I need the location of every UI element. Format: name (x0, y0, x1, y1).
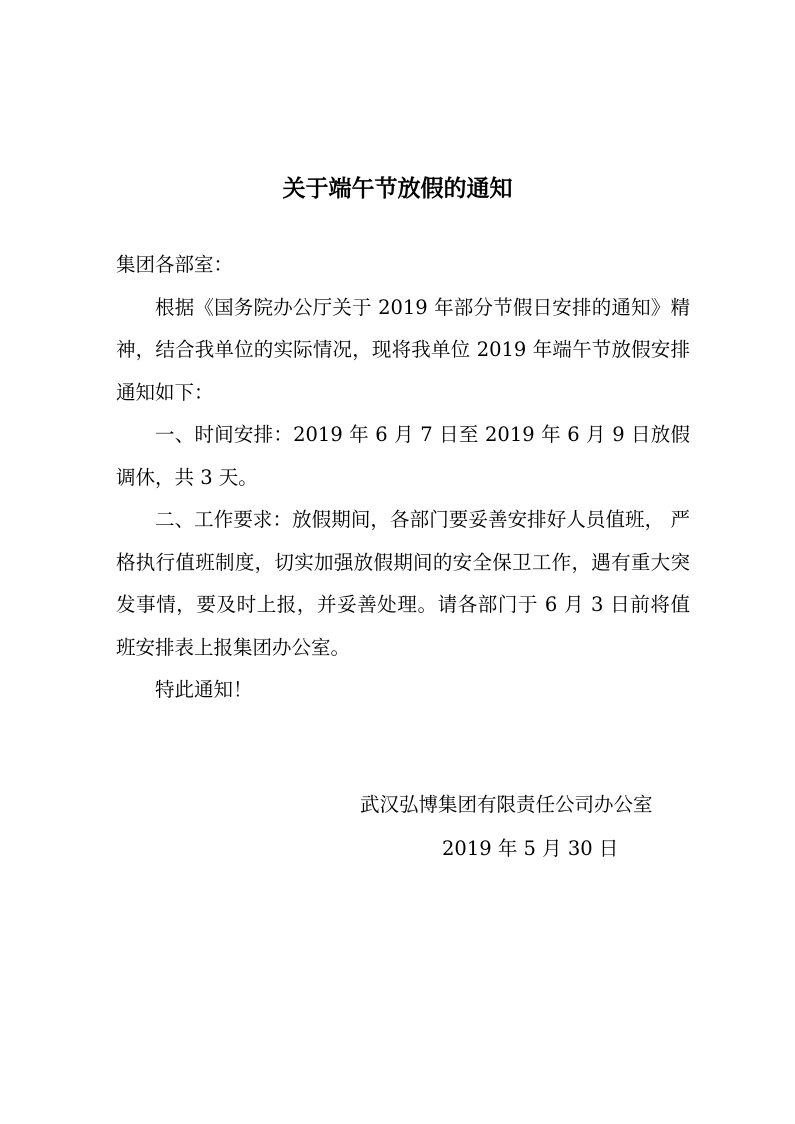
paragraph-time-arrangement: 一、时间安排：2019 年 6 月 7 日至 2019 年 6 月 9 日放假调休，共 3 天。 (116, 423, 690, 489)
paragraph-work-requirements: 二、工作要求：放假期间，各部门要妥善安排好人员值班， 严格执行值班制度，切实加强放假期间的安全保卫工作，遇有重大突发事情，要及时上报，并妥善处理。请各部门于 6 月 3 日前将值班安排表上报集团办公室。 (116, 508, 690, 659)
document-body (116, 244, 690, 712)
paragraph-closing: 特此通知！ (155, 678, 253, 701)
issue-date: 2019 年 5 月 30 日 (442, 837, 619, 860)
salutation: 集团各部室： (116, 253, 234, 276)
issuer-signature: 武汉弘博集团有限责任公司办公室 (360, 793, 653, 816)
document-title: 关于端午节放假的通知 (282, 176, 513, 202)
paragraph-intro: 根据《国务院办公厅关于 2019 年部分节假日安排的通知》精神，结合我单位的实际情况，现将我单位 2019 年端午节放假安排通知如下： (116, 295, 690, 404)
